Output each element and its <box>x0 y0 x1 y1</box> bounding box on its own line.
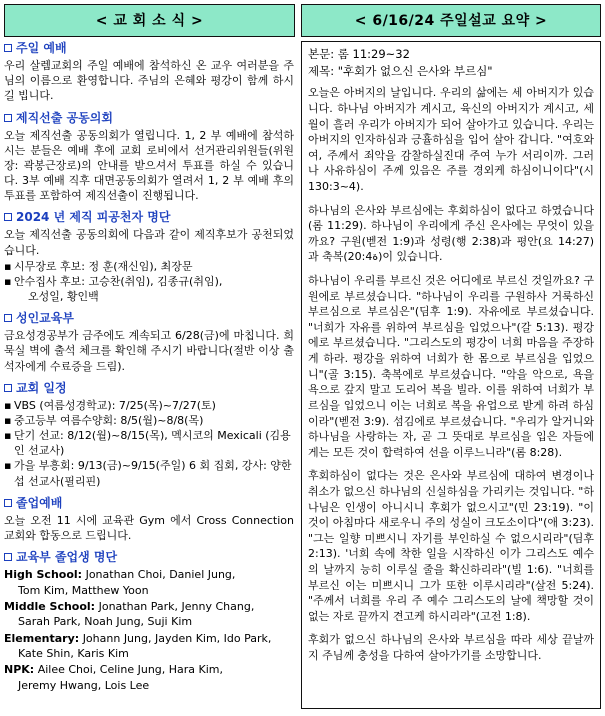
list-item <box>4 428 294 458</box>
square-bullet-icon <box>4 499 12 507</box>
section-title <box>4 210 294 225</box>
square-bullet-icon <box>4 314 12 322</box>
list-item-label: 단기 선교: 8/12(월)~8/15(목), 멕시코의 Mexicali (김용인 선교사) <box>14 429 291 458</box>
grade-label: Middle School: <box>4 599 96 613</box>
schedule-list <box>4 398 294 489</box>
dot-bullet-icon: ▪ <box>4 274 12 288</box>
section-title-text: 제직선출 공동의회 <box>16 110 113 125</box>
section-body: 오늘 제직선출 공동의회에 다음과 같이 제직후보가 공천되었습니다. <box>4 228 294 257</box>
sermon-paragraph: 하나님의 은사와 부르심에는 후회하심이 없다고 하였습니다(롬 11:29). 하나님이 우리에게 주신 은사에는 무엇이 있을까요? 구원(벧전 1:9)과 성령(행 2:38)과 평안(요 14:27)과 축복(ة20:4)이 있습니다. <box>308 203 594 264</box>
left-header-title: < 교 회 소 식 > <box>4 4 295 37</box>
announcement-section <box>4 41 294 104</box>
header-row <box>4 4 601 37</box>
section-title-text: 주일 예배 <box>16 41 67 55</box>
square-bullet-icon <box>4 44 12 52</box>
section-title <box>4 550 294 565</box>
section-body: 우리 살렘교회의 주일 예배에 참석하신 온 교우 여러분을 주님의 이름으로 환영합니다. 주님의 은혜와 평강이 함께 하시길 빕니다. <box>4 59 294 103</box>
sermon-title: 제목: "후회가 없으신 은사와 부르심" <box>308 63 493 78</box>
list-item <box>4 631 294 662</box>
candidate-list <box>4 259 294 305</box>
sermon-paragraph: 하나님이 우리를 부르신 것은 어디에로 부르신 것일까요? 구원에로 부르셨습니다. "하나님이 우리를 구원하사 거룩하신 부르심으로 부르심은"(딤후 1:9). 자유에로 부르셨습니다. "너희가 자유를 위하여 부르심을 입었으나"(갈 5:13). 평강에로 부르셨습니다. "그리스도의 평강이 너희 마음을 주장하게 하라. 평강을 위하여 너희가 한 몸으로 부르심을 입었으니"(골 3:15). 축복에로 부르셨습니다. "악을 악으로, 욕을 욕으로 갚지 말고 도리어 복을 빌라. 이를 위하여 너희가 부르심을 입었으니 이는 너희로 복을 유업으로 받게 하려 하심이라"(벧전 3:9). 섬김에로 부르셨습니다. "우리가 알거니와 하나님을 사랑하는 자, 곧 그 뜻대로 부르심을 입은 자들에게는 모든 것이 합력하여 선을 이루느니라"(롬 8:28). <box>308 274 594 459</box>
dot-bullet-icon: ▪ <box>4 413 12 427</box>
grade-label: High School: <box>4 568 83 582</box>
graduates-list <box>4 567 294 693</box>
dot-bullet-icon: ▪ <box>4 459 12 473</box>
sermon-summary-column <box>301 41 601 709</box>
announcement-section <box>4 550 294 693</box>
grade-names-cont: Sarah Park, Noah Jung, Suji Kim <box>18 615 193 629</box>
list-item <box>4 289 294 304</box>
list-item <box>4 274 294 289</box>
list-item-label: 가을 부흥회: 9/13(금)~9/15(주일) 6 회 집회, 강사: 양한섭 선교사(필리핀) <box>14 459 292 488</box>
announcement-section <box>4 381 294 489</box>
section-body: 오늘 오전 11 시에 교육관 Gym 에서 Cross Connection 교회와 합동으로 드립니다. <box>4 513 294 542</box>
section-title-text: 성인교육부 <box>16 311 74 326</box>
section-title <box>4 111 294 126</box>
announcement-section <box>4 496 294 543</box>
section-title <box>4 381 294 396</box>
dot-bullet-icon: ▪ <box>4 259 12 273</box>
section-title <box>4 41 294 56</box>
list-item <box>4 398 294 413</box>
square-bullet-icon <box>4 114 12 122</box>
grade-names: Johann Jung, Jayden Kim, Ido Park, <box>82 631 272 645</box>
section-title-text: 2024 년 제직 피공천자 명단 <box>16 210 171 225</box>
list-item-label: VBS (여름성경학교): 7/25(목)~7/27(토) <box>14 398 216 412</box>
sermon-paragraph: 후회하심이 없다는 것은 은사와 부르심에 대하여 변경이나 취소가 없으신 하나님의 신실하심을 가리키는 것입니다. "하나님은 인생이 아니시니 후회가 없으시고"(민 23:19). "이것이 아침마다 새로우니 주의 성실이 크도소이다"(애 3:23). "그는 일향 미쁘시니 자기를 부인하실 수 없으시리라"(딤후 2:13). '너희 속에 착한 일을 시작하신 이가 그리스도 예수의 날까지 능히 이루실 줄을 확신하리라"(빌 1:6). "너희를 부르신 이는 미쁘시니 그가 또한 이루시리라"(살전 5:24). "주께서 너희를 우리 주 예수 그리스도의 날에 책망할 것이 없는 자로 끝까지 견고케 하시리라"(고전 1:8). <box>308 469 594 623</box>
section-body: 금요성경공부가 금주에도 계속되고 6/28(금)에 마칩니다. 희묵실 벽에 출석 체크를 확인해 주시기 바랍니다(절반 이상 출석자에게 수료증을 드림). <box>4 329 294 373</box>
section-title <box>4 496 294 511</box>
grade-names-cont: Jeremy Hwang, Lois Lee <box>18 678 150 692</box>
announcement-section <box>4 311 294 374</box>
square-bullet-icon <box>4 213 12 221</box>
section-title <box>4 311 294 326</box>
content-columns <box>4 41 601 709</box>
grade-names-cont: Kate Shin, Karis Kim <box>18 647 129 661</box>
announcement-section <box>4 111 294 204</box>
list-item <box>4 413 294 428</box>
sermon-paragraph: 오늘은 아버지의 날입니다. 우리의 삶에는 세 아버지가 있습니다. 하나님 아버지가 계시고, 육신의 아버지가 계시고, 세월이 흘러 우리가 아버지가 되어 살아가고 있습니다. 우리는 아버지의 인자하심과 긍휼하심을 입어 살아 갑니다. "여호와여, 주께서 죄악을 감찰하실진대 주여 누가 서리이까. 그러나 사유하심이 주께 있음은 주를 경외케 하심이니이다"(시 130:3~4). <box>308 86 594 193</box>
grade-label: NPK: <box>4 663 35 677</box>
list-item <box>4 599 294 630</box>
section-title-text: 교회 일정 <box>16 380 67 395</box>
grade-label: Elementary: <box>4 631 80 645</box>
section-title-text: 교육부 졸업생 명단 <box>16 550 118 565</box>
sermon-paragraph: 후회가 없으신 하나님의 은사와 부르심을 따라 세상 끝날까지 주님께 충성을 다하여 살아가기를 소망합니다. <box>308 633 594 663</box>
list-item <box>4 662 294 693</box>
grade-names: Ailee Choi, Celine Jung, Hara Kim, <box>37 663 224 677</box>
dot-bullet-icon: ▪ <box>4 398 12 412</box>
announcement-section <box>4 210 294 304</box>
grade-names-cont: Tom Kim, Matthew Yoon <box>18 583 149 597</box>
dot-bullet-icon: ▪ <box>4 429 12 443</box>
square-bullet-icon <box>4 384 12 392</box>
sermon-scripture: 본문: 롬 11:29~32 <box>308 47 410 61</box>
list-item-label: 시무장로 후보: 정 훈(재신임), 최장문 <box>14 259 193 273</box>
section-body: 오늘 제직선출 공동의회가 열립니다. 1, 2 부 예배에 참석하시는 분들은 예배 후에 교회 로비에서 선거관리위원들(위원장: 곽봉근장로)의 안내를 받으셔서 투표를 하실 수 있습니다. 3부 예배 직후 대면공동의회가 열려서 1, 2 부 예배 후의 투표를 포함하여 제직선출이 진행됩니다. <box>4 128 294 203</box>
grade-names: Jonathan Choi, Daniel Jung, <box>85 568 236 582</box>
announcements-column <box>4 41 294 700</box>
list-item <box>4 458 294 488</box>
square-bullet-icon <box>4 553 12 561</box>
list-item-label: 중고등부 여름수양회: 8/5(월)~8/8(목) <box>14 413 204 427</box>
list-item <box>4 567 294 598</box>
list-item-label: 안수집사 후보: 고승찬(취임), 김종규(취임), <box>14 274 223 288</box>
list-item <box>4 259 294 274</box>
grade-names: Jonathan Park, Jenny Chang, <box>98 599 255 613</box>
right-header-title: < 6/16/24 주일설교 요약 > <box>301 4 601 37</box>
list-item-label: 오성일, 황인백 <box>28 290 99 304</box>
sermon-heading <box>308 46 594 79</box>
section-title-text: 졸업예배 <box>16 495 63 510</box>
